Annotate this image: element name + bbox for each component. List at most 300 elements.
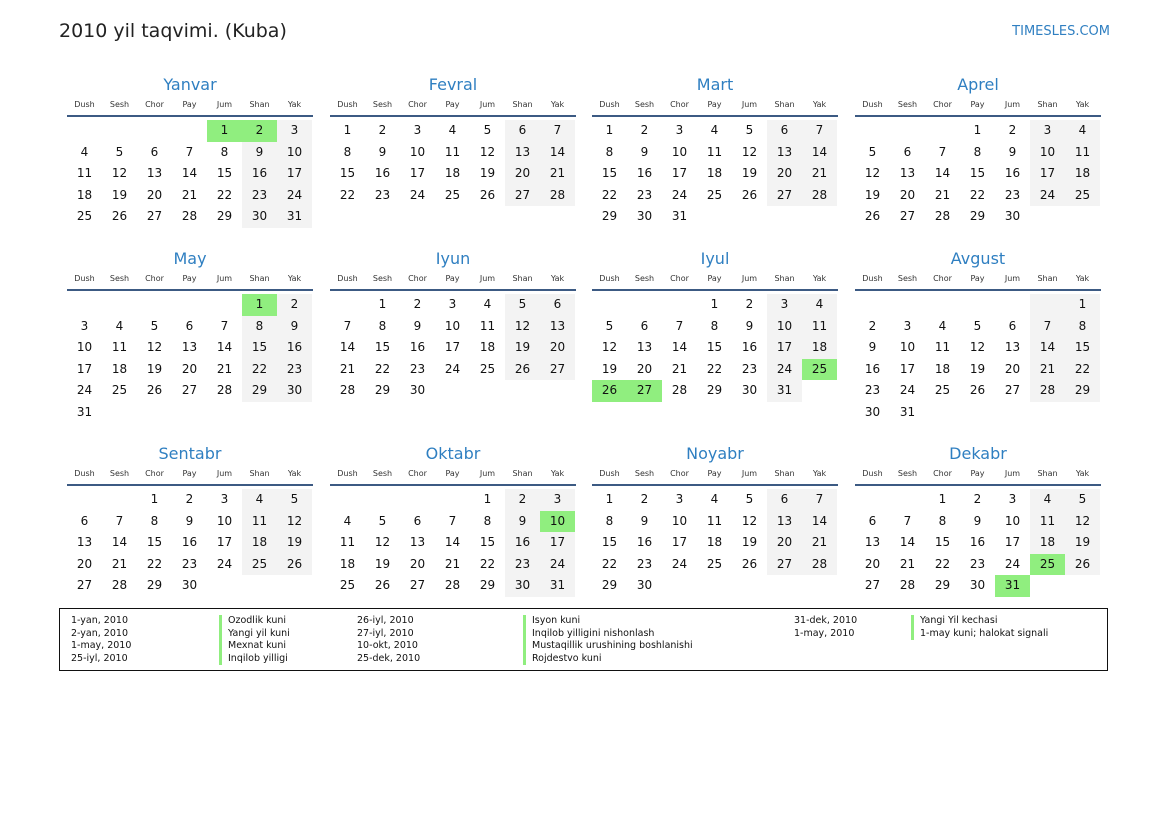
day-cell: 10 xyxy=(444,318,461,333)
day-cell: 14 xyxy=(111,535,128,550)
day-cell: 21 xyxy=(444,556,461,571)
day-cell: 25 xyxy=(111,383,128,398)
day-cell: 12 xyxy=(864,166,881,181)
weekday-label: Dush xyxy=(74,469,95,478)
weekday-label: Pay xyxy=(182,469,197,478)
day-cell: 25 xyxy=(479,361,496,376)
day-cell: 20 xyxy=(899,187,916,202)
day-cell: 5 xyxy=(745,492,754,506)
day-cell: 27 xyxy=(767,554,802,576)
day-cell: 5 xyxy=(745,123,754,137)
day-cell: 22 xyxy=(339,187,356,202)
weekday-label: Yak xyxy=(812,100,827,109)
day-cell: 7 xyxy=(540,120,575,142)
legend-holiday-name: Inqilob yilligini nishonlash xyxy=(523,628,654,641)
weekday-label: Shan xyxy=(249,274,270,283)
weekday-header xyxy=(330,97,576,117)
weekday-label: Pay xyxy=(445,100,460,109)
day-cell: 19 xyxy=(1065,532,1100,554)
day-cell: 20 xyxy=(767,532,802,554)
legend-holiday-name: Mustaqillik urushining boshlanishi xyxy=(523,640,693,653)
holiday-day-cell: 26 xyxy=(592,380,627,402)
day-cell: 3 xyxy=(767,294,802,316)
day-cell: 5 xyxy=(483,123,492,137)
day-cell: 1 xyxy=(605,123,614,137)
day-cell: 26 xyxy=(374,578,391,593)
day-cell: 16 xyxy=(636,166,653,181)
day-cell: 20 xyxy=(636,361,653,376)
day-cell: 17 xyxy=(1004,535,1021,550)
day-cell: 14 xyxy=(802,142,837,164)
day-cell: 26 xyxy=(479,187,496,202)
day-cell: 5 xyxy=(115,144,124,159)
day-cell: 6 xyxy=(903,144,912,159)
day-cell: 23 xyxy=(277,359,312,381)
day-cell: 22 xyxy=(146,556,163,571)
day-cell: 16 xyxy=(181,535,198,550)
day-cell: 29 xyxy=(601,209,618,224)
day-cell: 21 xyxy=(899,556,916,571)
empty-cell xyxy=(137,402,172,424)
weekday-label: Dush xyxy=(862,100,883,109)
day-cell: 17 xyxy=(216,535,233,550)
day-cell: 30 xyxy=(409,383,426,398)
day-cell: 2 xyxy=(505,489,540,511)
legend-date: 2-yan, 2010 xyxy=(71,627,128,639)
day-cell: 13 xyxy=(505,142,540,164)
empty-cell xyxy=(802,575,837,597)
weekday-label: Jum xyxy=(1004,274,1021,283)
day-cell: 15 xyxy=(601,166,618,181)
day-cell: 29 xyxy=(601,578,618,593)
day-cell: 21 xyxy=(934,187,951,202)
day-cell: 13 xyxy=(76,535,93,550)
day-cell: 27 xyxy=(146,209,163,224)
day-cell: 22 xyxy=(601,556,618,571)
day-cell: 14 xyxy=(1030,337,1065,359)
day-cell: 20 xyxy=(864,556,881,571)
day-cell: 2 xyxy=(1008,123,1017,137)
month-fevral xyxy=(330,73,576,206)
day-cell: 23 xyxy=(636,556,653,571)
day-cell: 24 xyxy=(444,361,461,376)
legend-date: 31-dek, 2010 xyxy=(794,615,858,626)
day-cell: 8 xyxy=(710,318,719,333)
day-cell: 20 xyxy=(540,337,575,359)
day-cell: 19 xyxy=(277,532,312,554)
day-cell: 27 xyxy=(181,383,198,398)
holiday-day-cell: 31 xyxy=(995,575,1030,597)
month-name: Mart xyxy=(696,75,734,94)
weekday-label: Sesh xyxy=(634,469,655,478)
month-noyabr xyxy=(592,442,838,597)
empty-cell xyxy=(330,489,365,511)
day-cell: 12 xyxy=(741,513,758,528)
weekday-label: Sesh xyxy=(372,469,393,478)
weekday-label: Jum xyxy=(216,100,233,109)
day-cell: 30 xyxy=(636,578,653,593)
month-oktabr xyxy=(330,442,576,597)
day-cell: 24 xyxy=(540,554,575,576)
day-cell: 27 xyxy=(505,185,540,207)
empty-cell xyxy=(435,489,470,511)
day-cell: 16 xyxy=(242,163,277,185)
month-sentabr xyxy=(67,442,313,597)
month-name: Dekabr xyxy=(949,444,1007,463)
day-cell: 22 xyxy=(934,556,951,571)
empty-cell xyxy=(662,294,697,316)
holiday-day-cell: 25 xyxy=(802,359,837,381)
day-cell: 12 xyxy=(969,340,986,355)
day-cell: 11 xyxy=(242,511,277,533)
weekday-label: Chor xyxy=(670,274,689,283)
legend-holiday-name: Yangi yil kuni xyxy=(219,628,290,641)
day-cell: 29 xyxy=(1065,380,1100,402)
day-cell: 9 xyxy=(185,513,194,528)
weekday-label: Chor xyxy=(408,274,427,283)
empty-cell xyxy=(855,489,890,511)
day-cell: 23 xyxy=(409,361,426,376)
empty-cell xyxy=(540,380,575,402)
day-cell: 13 xyxy=(767,142,802,164)
day-cell: 14 xyxy=(339,340,356,355)
day-cell: 5 xyxy=(1065,489,1100,511)
empty-cell xyxy=(925,294,960,316)
day-cell: 28 xyxy=(339,383,356,398)
day-cell: 19 xyxy=(479,166,496,181)
empty-cell xyxy=(67,294,102,316)
day-cell: 6 xyxy=(80,513,89,528)
month-name: Iyun xyxy=(435,249,471,268)
day-cell: 3 xyxy=(277,120,312,142)
day-cell: 21 xyxy=(802,163,837,185)
day-cell: 18 xyxy=(802,337,837,359)
day-cell: 4 xyxy=(710,123,719,137)
day-cell: 30 xyxy=(1004,209,1021,224)
day-cell: 18 xyxy=(706,535,723,550)
day-cell: 23 xyxy=(969,556,986,571)
month-aprel xyxy=(855,73,1101,228)
day-cell: 12 xyxy=(111,166,128,181)
weekday-label: Jum xyxy=(1004,469,1021,478)
day-cell: 13 xyxy=(181,340,198,355)
day-cell: 17 xyxy=(409,166,426,181)
day-cell: 14 xyxy=(934,166,951,181)
day-cell: 11 xyxy=(802,316,837,338)
weekday-label: Shan xyxy=(249,100,270,109)
day-cell: 25 xyxy=(706,187,723,202)
day-cell: 14 xyxy=(181,166,198,181)
empty-cell xyxy=(995,402,1030,424)
legend-holiday-name: 1-may kuni; halokat signali xyxy=(911,628,1048,641)
weekday-label: Pay xyxy=(182,100,197,109)
empty-cell xyxy=(855,120,890,142)
empty-cell xyxy=(732,206,767,228)
empty-cell xyxy=(365,489,400,511)
day-cell: 4 xyxy=(938,318,947,333)
day-cell: 21 xyxy=(540,163,575,185)
weekday-label: Sesh xyxy=(109,274,130,283)
day-cell: 27 xyxy=(899,209,916,224)
day-cell: 25 xyxy=(934,383,951,398)
empty-cell xyxy=(767,206,802,228)
day-cell: 9 xyxy=(973,513,982,528)
weekday-label: Chor xyxy=(933,469,952,478)
day-cell: 9 xyxy=(640,513,649,528)
weekday-label: Jum xyxy=(216,274,233,283)
legend-date: 25-iyl, 2010 xyxy=(71,652,128,664)
weekday-label: Jum xyxy=(1004,100,1021,109)
legend-holiday-name: Rojdestvo kuni xyxy=(523,653,602,666)
day-cell: 23 xyxy=(864,383,881,398)
day-cell: 1 xyxy=(378,297,387,311)
day-cell: 16 xyxy=(864,361,881,376)
empty-cell xyxy=(400,489,435,511)
day-cell: 10 xyxy=(409,144,426,159)
empty-cell xyxy=(1030,575,1065,597)
day-cell: 6 xyxy=(1008,318,1017,333)
day-cell: 11 xyxy=(1065,142,1100,164)
weekday-label: Yak xyxy=(550,274,565,283)
month-dekabr xyxy=(855,442,1101,597)
empty-cell xyxy=(995,294,1030,316)
day-cell: 19 xyxy=(374,556,391,571)
day-cell: 10 xyxy=(76,340,93,355)
weekday-label: Pay xyxy=(707,274,722,283)
day-cell: 24 xyxy=(409,187,426,202)
weekday-label: Yak xyxy=(550,100,565,109)
day-cell: 24 xyxy=(899,383,916,398)
day-cell: 6 xyxy=(505,120,540,142)
month-name: May xyxy=(173,249,207,268)
empty-cell xyxy=(925,402,960,424)
day-cell: 28 xyxy=(802,554,837,576)
weekday-label: Dush xyxy=(862,274,883,283)
legend-date: 26-iyl, 2010 xyxy=(357,615,414,626)
day-grid xyxy=(855,489,1101,597)
weekday-header xyxy=(67,466,313,486)
empty-cell xyxy=(137,120,172,142)
day-cell: 26 xyxy=(741,187,758,202)
day-cell: 11 xyxy=(76,166,93,181)
weekday-label: Chor xyxy=(145,274,164,283)
day-cell: 12 xyxy=(277,511,312,533)
day-cell: 21 xyxy=(339,361,356,376)
day-cell: 30 xyxy=(636,209,653,224)
weekday-label: Sesh xyxy=(897,274,918,283)
weekday-label: Pay xyxy=(182,274,197,283)
day-grid xyxy=(330,120,576,206)
empty-cell xyxy=(67,120,102,142)
day-cell: 6 xyxy=(868,513,877,528)
day-cell: 16 xyxy=(374,166,391,181)
day-cell: 25 xyxy=(444,187,461,202)
day-cell: 3 xyxy=(80,318,89,333)
day-cell: 12 xyxy=(374,535,391,550)
empty-cell xyxy=(767,575,802,597)
day-cell: 7 xyxy=(903,513,912,528)
day-cell: 22 xyxy=(1065,359,1100,381)
day-cell: 2 xyxy=(640,492,649,506)
day-cell: 7 xyxy=(1030,316,1065,338)
day-cell: 9 xyxy=(413,318,422,333)
day-cell: 30 xyxy=(505,575,540,597)
weekday-label: Pay xyxy=(707,100,722,109)
day-cell: 29 xyxy=(479,578,496,593)
day-cell: 10 xyxy=(277,142,312,164)
day-cell: 27 xyxy=(864,578,881,593)
day-cell: 19 xyxy=(111,187,128,202)
day-cell: 28 xyxy=(181,209,198,224)
month-name: Aprel xyxy=(957,75,999,94)
weekday-label: Jum xyxy=(479,100,496,109)
day-cell: 11 xyxy=(934,340,951,355)
day-cell: 26 xyxy=(111,209,128,224)
weekday-label: Shan xyxy=(512,274,533,283)
day-cell: 7 xyxy=(220,318,229,333)
day-cell: 24 xyxy=(1030,185,1065,207)
weekday-label: Yak xyxy=(1075,100,1090,109)
day-cell: 16 xyxy=(636,535,653,550)
weekday-label: Jum xyxy=(479,274,496,283)
day-cell: 31 xyxy=(671,209,688,224)
site-link[interactable]: TIMESLES.COM xyxy=(1012,24,1110,39)
day-cell: 18 xyxy=(1065,163,1100,185)
weekday-label: Yak xyxy=(812,274,827,283)
day-cell: 6 xyxy=(185,318,194,333)
day-cell: 22 xyxy=(601,187,618,202)
day-cell: 14 xyxy=(444,535,461,550)
day-cell: 18 xyxy=(706,166,723,181)
day-cell: 5 xyxy=(378,513,387,528)
legend-date: 1-may, 2010 xyxy=(71,640,132,652)
weekday-label: Shan xyxy=(512,100,533,109)
day-cell: 1 xyxy=(938,492,947,506)
day-cell: 26 xyxy=(146,383,163,398)
weekday-label: Yak xyxy=(287,274,302,283)
day-grid xyxy=(330,489,576,597)
empty-cell xyxy=(890,294,925,316)
empty-cell xyxy=(505,380,540,402)
weekday-label: Sesh xyxy=(372,100,393,109)
weekday-header xyxy=(592,271,838,291)
day-cell: 27 xyxy=(76,578,93,593)
day-cell: 5 xyxy=(973,318,982,333)
month-avgust xyxy=(855,247,1101,424)
weekday-label: Shan xyxy=(774,100,795,109)
weekday-label: Shan xyxy=(774,469,795,478)
day-cell: 10 xyxy=(767,316,802,338)
day-cell: 8 xyxy=(242,316,277,338)
day-cell: 31 xyxy=(277,206,312,228)
day-cell: 27 xyxy=(409,578,426,593)
day-cell: 12 xyxy=(601,340,618,355)
day-cell: 24 xyxy=(671,187,688,202)
empty-cell xyxy=(890,489,925,511)
weekday-label: Dush xyxy=(337,274,358,283)
empty-cell xyxy=(662,575,697,597)
day-cell: 11 xyxy=(444,144,461,159)
weekday-header xyxy=(67,97,313,117)
empty-cell xyxy=(242,575,277,597)
weekday-label: Dush xyxy=(599,100,620,109)
day-cell: 16 xyxy=(409,340,426,355)
legend-holiday-name: Isyon kuni xyxy=(523,615,580,628)
day-cell: 15 xyxy=(146,535,163,550)
weekday-label: Jum xyxy=(479,469,496,478)
month-name: Sentabr xyxy=(158,444,222,463)
day-cell: 11 xyxy=(706,513,723,528)
day-cell: 3 xyxy=(1030,120,1065,142)
month-name: Iyul xyxy=(700,249,730,268)
day-cell: 24 xyxy=(767,359,802,381)
weekday-label: Sesh xyxy=(634,274,655,283)
day-cell: 31 xyxy=(899,404,916,419)
day-cell: 9 xyxy=(1008,144,1017,159)
weekday-header xyxy=(855,271,1101,291)
day-cell: 10 xyxy=(671,513,688,528)
day-cell: 3 xyxy=(903,318,912,333)
day-cell: 8 xyxy=(1065,316,1100,338)
weekday-label: Chor xyxy=(408,100,427,109)
day-cell: 24 xyxy=(671,556,688,571)
empty-cell xyxy=(1030,206,1065,228)
day-cell: 19 xyxy=(741,166,758,181)
empty-cell xyxy=(242,402,277,424)
weekday-label: Chor xyxy=(933,274,952,283)
legend-holiday-name: Yangi Yil kechasi xyxy=(911,615,997,628)
day-cell: 22 xyxy=(969,187,986,202)
day-cell: 23 xyxy=(374,187,391,202)
empty-cell xyxy=(925,120,960,142)
weekday-label: Pay xyxy=(445,274,460,283)
day-cell: 3 xyxy=(675,492,684,506)
empty-cell xyxy=(592,294,627,316)
day-cell: 23 xyxy=(181,556,198,571)
legend-date: 1-may, 2010 xyxy=(794,627,855,639)
day-cell: 14 xyxy=(802,511,837,533)
empty-cell xyxy=(890,120,925,142)
day-cell: 17 xyxy=(1030,163,1065,185)
weekday-label: Dush xyxy=(74,274,95,283)
day-cell: 2 xyxy=(185,492,194,506)
day-cell: 10 xyxy=(899,340,916,355)
empty-cell xyxy=(1065,575,1100,597)
empty-cell xyxy=(102,120,137,142)
day-cell: 30 xyxy=(277,380,312,402)
day-cell: 20 xyxy=(76,556,93,571)
day-cell: 1 xyxy=(483,492,492,506)
day-cell: 4 xyxy=(1065,120,1100,142)
day-cell: 9 xyxy=(745,318,754,333)
day-cell: 7 xyxy=(343,318,352,333)
day-cell: 24 xyxy=(1004,556,1021,571)
day-cell: 30 xyxy=(242,206,277,228)
day-cell: 13 xyxy=(1004,340,1021,355)
weekday-label: Yak xyxy=(1075,274,1090,283)
day-cell: 15 xyxy=(969,166,986,181)
day-cell: 1 xyxy=(710,297,719,311)
day-cell: 6 xyxy=(413,513,422,528)
day-cell: 11 xyxy=(706,144,723,159)
day-cell: 1 xyxy=(1065,294,1100,316)
day-cell: 8 xyxy=(150,513,159,528)
day-cell: 9 xyxy=(868,340,877,355)
day-cell: 30 xyxy=(741,383,758,398)
day-cell: 16 xyxy=(969,535,986,550)
empty-cell xyxy=(172,294,207,316)
day-cell: 17 xyxy=(76,361,93,376)
